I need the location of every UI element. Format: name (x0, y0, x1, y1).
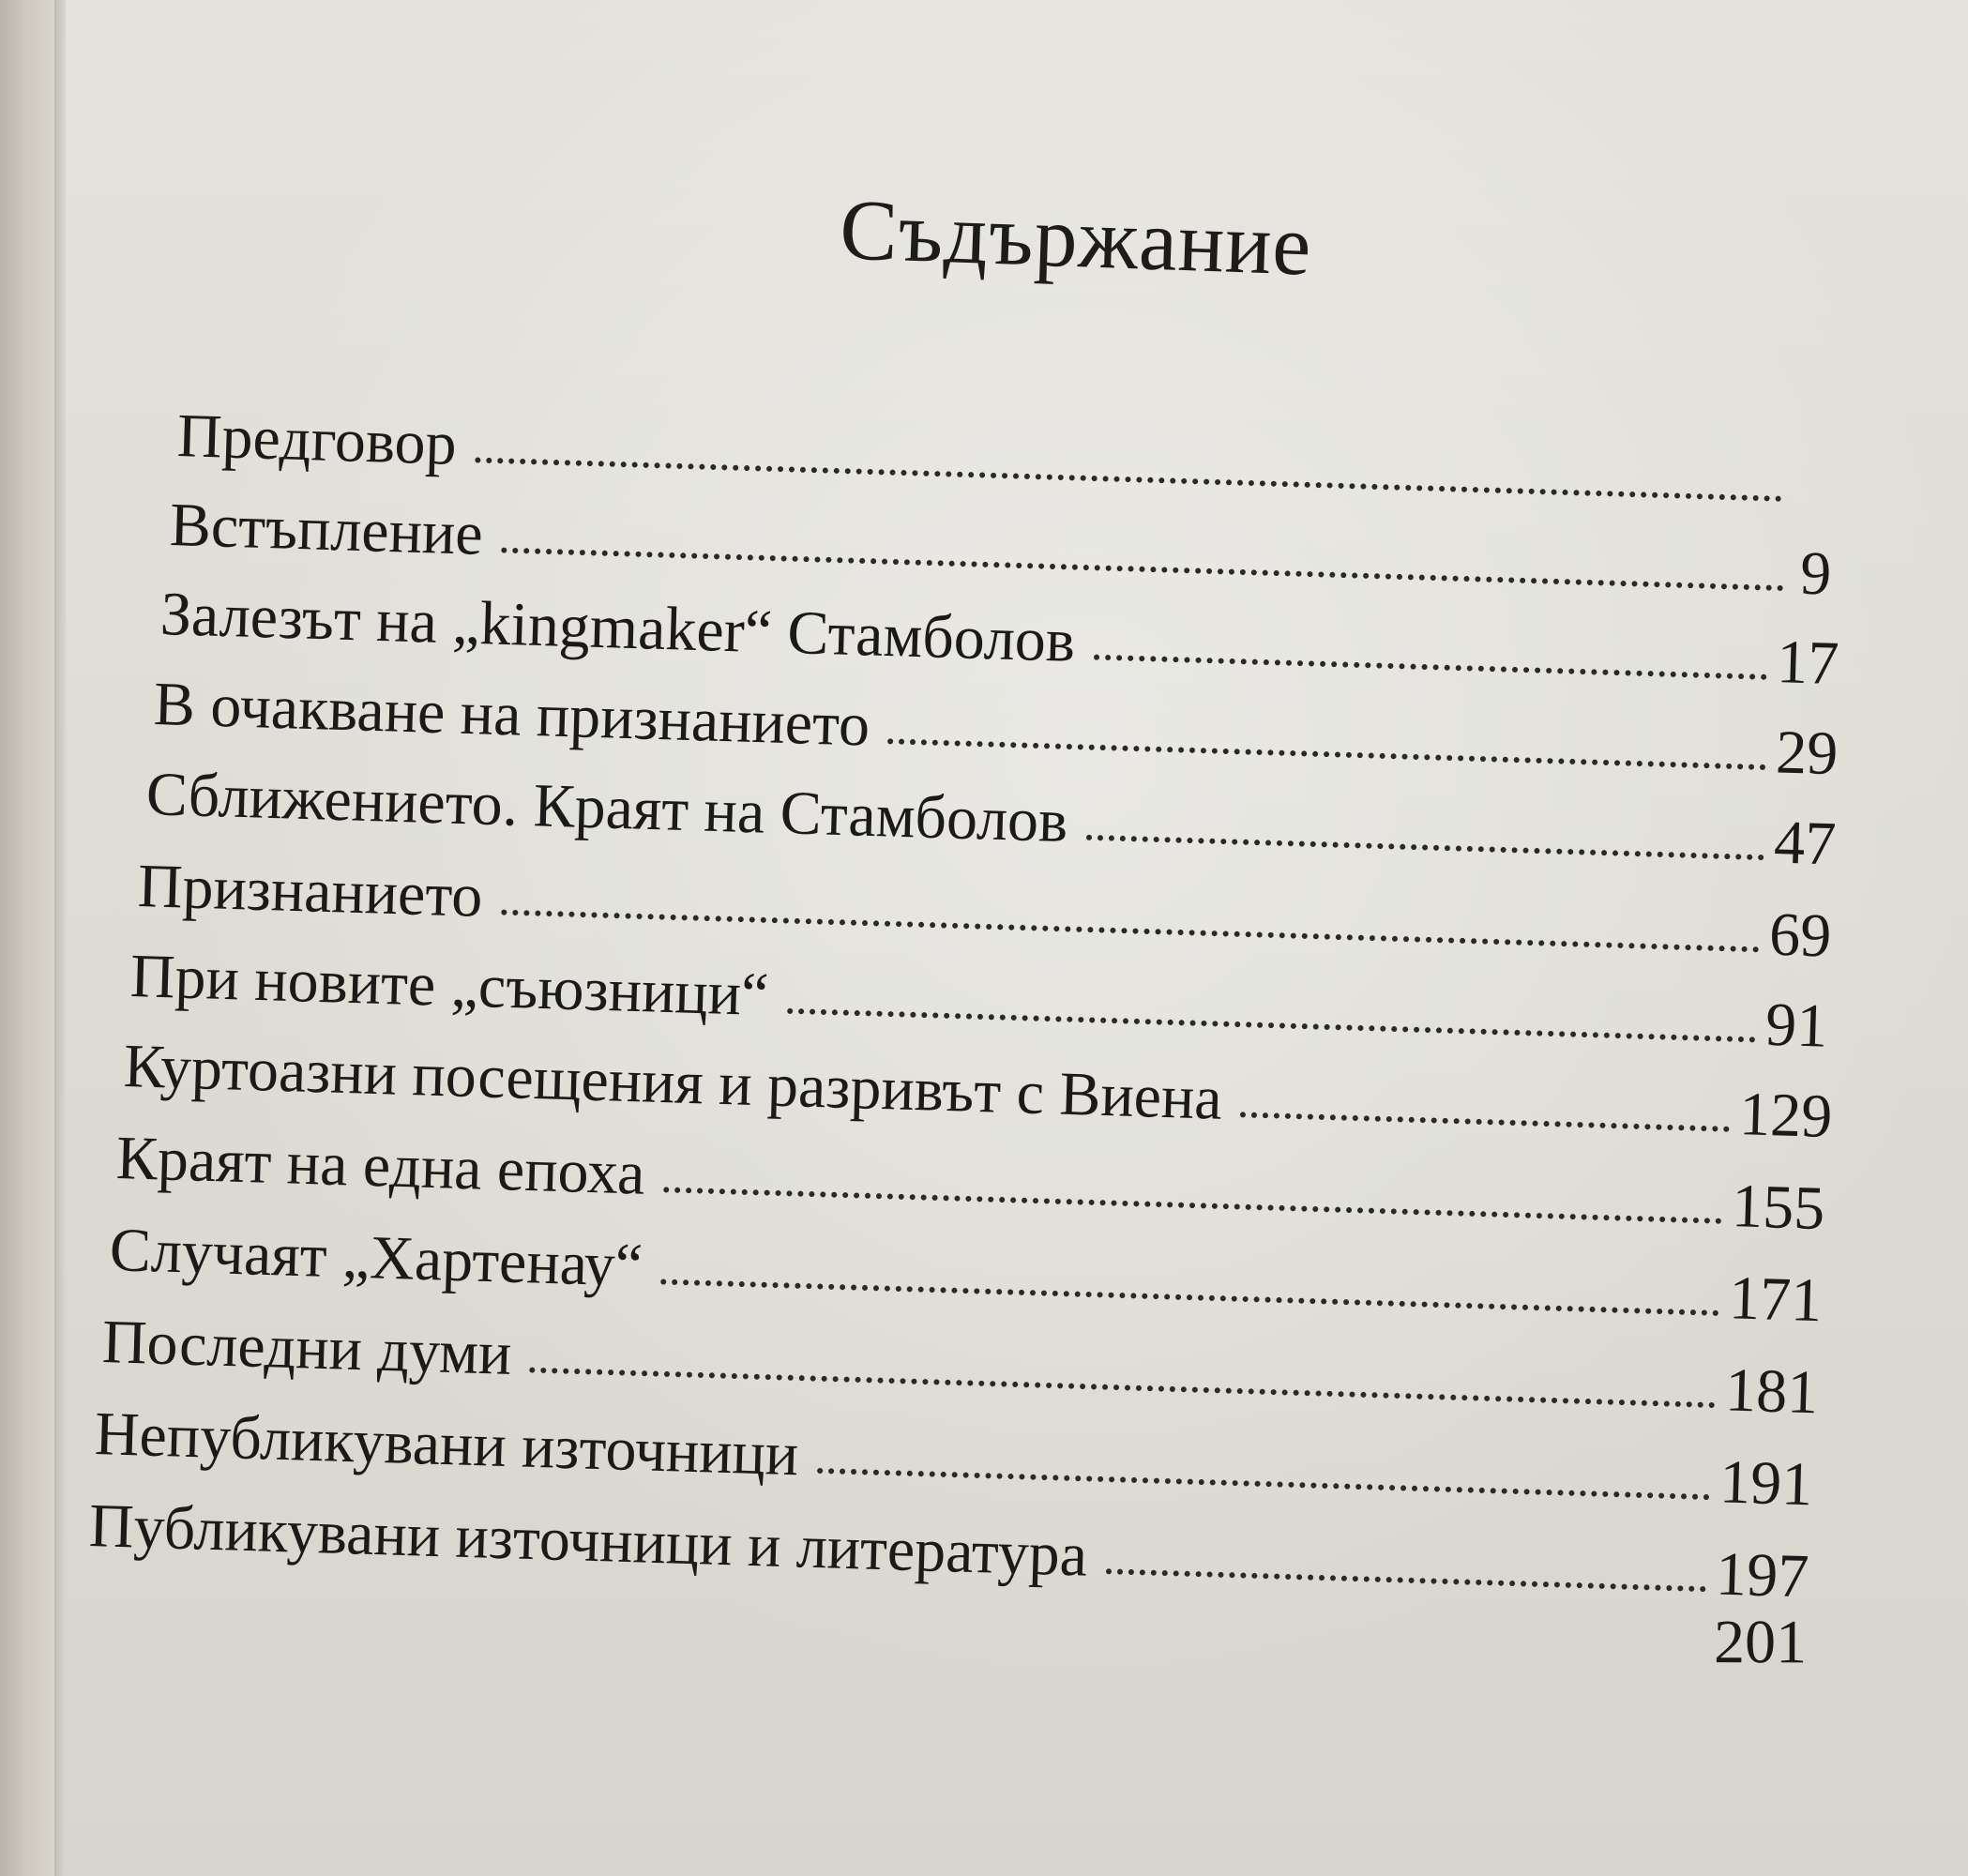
dot-leader (1105, 1568, 1705, 1592)
page-number: 129 (1738, 1080, 1834, 1152)
dot-leader (817, 1468, 1710, 1500)
page-number: 191 (1718, 1447, 1814, 1520)
dot-leader (787, 1008, 1756, 1043)
dot-leader (1093, 655, 1766, 680)
entry-title: Публикувани източници и литература (87, 1491, 1089, 1590)
page-number: 47 (1773, 808, 1838, 879)
entry-title: Случаят „Хартенау“ (108, 1216, 644, 1300)
dot-leader (887, 738, 1765, 770)
entry-title: Последни думи (100, 1308, 513, 1388)
dot-leader (501, 548, 1784, 592)
entry-title: Признанието (136, 852, 484, 930)
dot-leader (501, 910, 1760, 953)
page-number: 9 (1799, 538, 1833, 609)
entry-title: В очакване на признанието (152, 670, 871, 760)
entry-title: Залезът на „kingmaker“ Стамболов (159, 580, 1077, 675)
page-number: 155 (1731, 1172, 1826, 1244)
page-number: 91 (1764, 990, 1829, 1061)
page-number: 29 (1775, 718, 1839, 789)
dot-leader (663, 1187, 1722, 1224)
entry-title: Краят на една епоха (114, 1124, 646, 1208)
entry-title: При новите „съюзници“ (129, 942, 770, 1030)
entry-title: Сближението. Краят на Стамболов (144, 760, 1069, 856)
toc-entry (83, 1606, 1808, 1677)
toc-entry (87, 1491, 1810, 1611)
page-number: 171 (1728, 1263, 1824, 1336)
page-number: 17 (1776, 628, 1840, 699)
page-number: 181 (1724, 1355, 1820, 1428)
page-title: Съдържание (838, 181, 1314, 294)
dot-leader (1086, 835, 1764, 860)
page-number: 197 (1715, 1539, 1810, 1611)
dot-leader (660, 1278, 1718, 1315)
dot-leader (1240, 1112, 1730, 1131)
entry-title: Куртоазни посещения и разривът с Виена (122, 1032, 1223, 1133)
page-number (1792, 504, 1829, 505)
entry-title: Встъпление (168, 491, 484, 568)
entry-title: Непубликувани източници (93, 1399, 800, 1490)
page-number: 69 (1768, 900, 1833, 971)
dot-leader (530, 1368, 1716, 1409)
page-number: 201 (1713, 1608, 1808, 1677)
entry-title: Предговор (175, 401, 458, 478)
dot-leader (475, 457, 1782, 501)
